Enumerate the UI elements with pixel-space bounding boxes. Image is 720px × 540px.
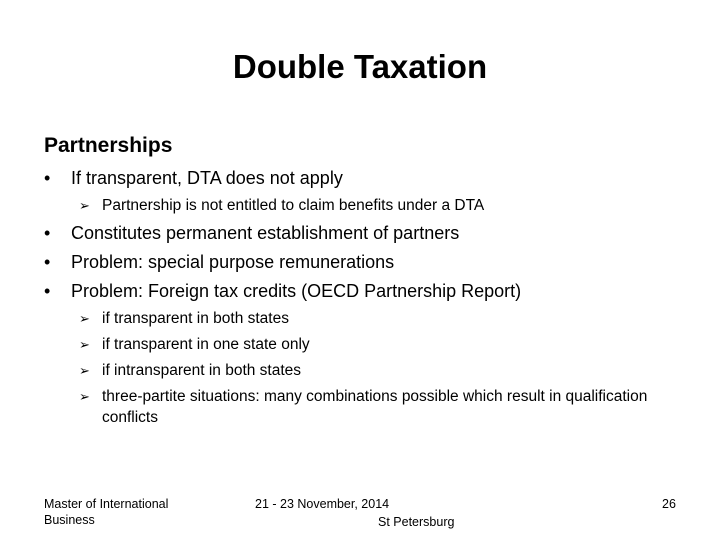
slide-title: Double Taxation <box>232 48 488 85</box>
arrow-bullet-icon: ➢ <box>79 337 90 352</box>
sub-bullet-text: if intransparent in both states <box>102 362 302 379</box>
bullet-text: Problem: special purpose remunerations <box>71 252 395 272</box>
sub-bullet-text: three-partite situations: many combinations possible which result in qualification conflicts <box>102 388 648 426</box>
sub-bullet-text: if transparent in both states <box>102 310 289 327</box>
sub-bullet-text: if transparent in one state only <box>102 336 310 353</box>
arrow-bullet-icon: ➢ <box>79 389 90 404</box>
arrow-bullet-icon: ➢ <box>79 198 90 213</box>
bullet-dot-icon: • <box>44 281 51 301</box>
bullet-dot-icon: • <box>44 168 51 188</box>
footer-date: 21 - 23 November, 2014 <box>255 497 390 511</box>
section-heading: Partnerships <box>44 134 173 157</box>
bullet-text: Problem: Foreign tax credits (OECD Partnership Report) <box>71 281 522 301</box>
arrow-bullet-icon: ➢ <box>79 363 90 378</box>
bullet-text: Constitutes permanent establishment of partners <box>71 223 460 243</box>
footer-place: St Petersburg <box>378 515 455 529</box>
sub-bullet-text: Partnership is not entitled to claim benefits under a DTA <box>102 197 485 214</box>
page-number: 26 <box>662 497 676 511</box>
arrow-bullet-icon: ➢ <box>79 311 90 326</box>
footer-course-line1: Master of International <box>44 497 169 511</box>
bullet-dot-icon: • <box>44 223 51 243</box>
footer-course <box>44 496 168 528</box>
bullet-text: If transparent, DTA does not apply <box>71 168 343 188</box>
footer-course-line2: Business <box>44 513 95 527</box>
bullet-dot-icon: • <box>44 252 51 272</box>
